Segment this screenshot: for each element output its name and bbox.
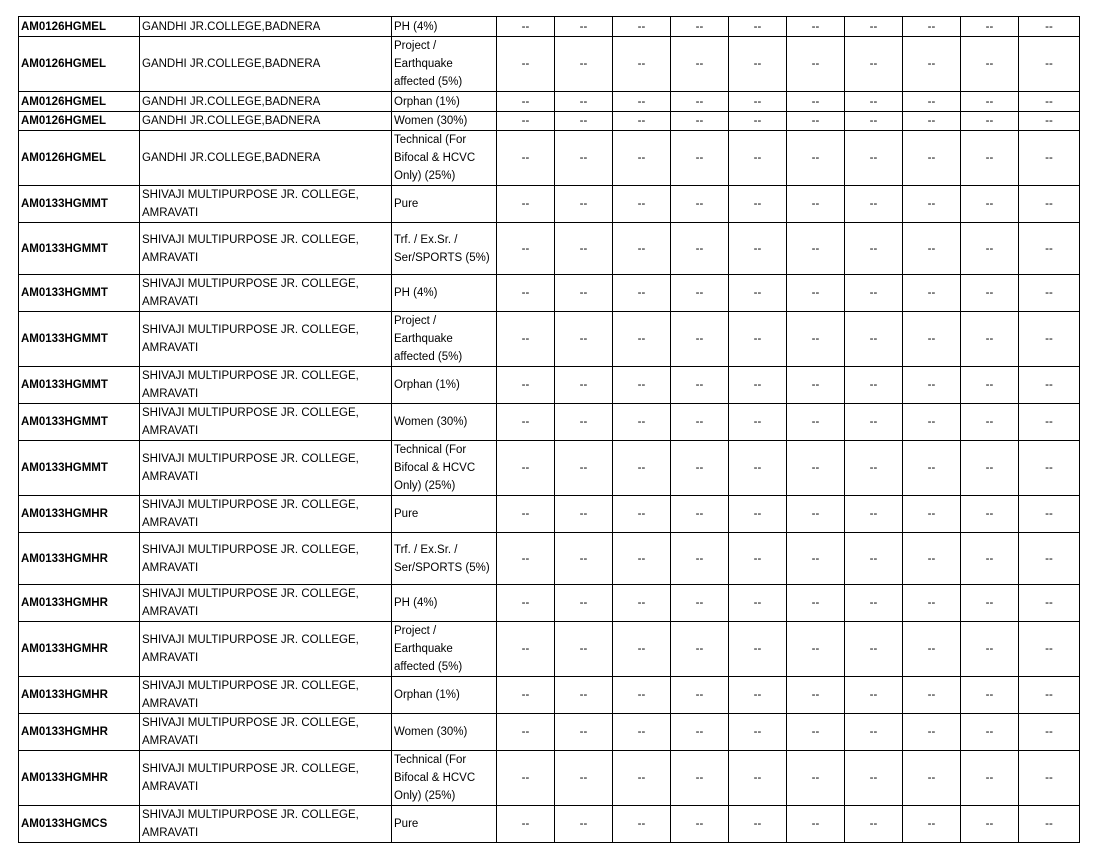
table-body <box>19 17 1080 843</box>
value-cell: -- <box>903 714 961 751</box>
value-cell: -- <box>1019 714 1080 751</box>
value-cell: -- <box>497 275 555 312</box>
value-cell: -- <box>497 585 555 622</box>
value-cell: -- <box>497 533 555 585</box>
college-code-cell: AM0133HGMHR <box>19 622 140 677</box>
table-row <box>19 441 1080 496</box>
value-cell: -- <box>729 37 787 92</box>
value-cell: -- <box>787 275 845 312</box>
value-cell: -- <box>729 677 787 714</box>
table-row <box>19 186 1080 223</box>
value-cell: -- <box>903 275 961 312</box>
value-cell: -- <box>497 441 555 496</box>
table-row <box>19 533 1080 585</box>
value-cell: -- <box>845 585 903 622</box>
value-cell: -- <box>729 622 787 677</box>
value-cell: -- <box>1019 441 1080 496</box>
college-code-cell: AM0133HGMMT <box>19 441 140 496</box>
college-code-cell: AM0133HGMHR <box>19 714 140 751</box>
value-cell: -- <box>903 585 961 622</box>
value-cell: -- <box>961 751 1019 806</box>
college-name-cell: SHIVAJI MULTIPURPOSE JR. COLLEGE, AMRAVATI <box>140 186 392 223</box>
college-name-cell: SHIVAJI MULTIPURPOSE JR. COLLEGE, AMRAVATI <box>140 714 392 751</box>
value-cell: -- <box>555 441 613 496</box>
value-cell: -- <box>555 677 613 714</box>
value-cell: -- <box>613 275 671 312</box>
value-cell: -- <box>787 533 845 585</box>
value-cell: -- <box>555 112 613 131</box>
value-cell: -- <box>555 131 613 186</box>
value-cell: -- <box>497 131 555 186</box>
value-cell: -- <box>613 312 671 367</box>
reservation-category-cell: Pure <box>392 186 497 223</box>
reservation-category-cell: Technical (For Bifocal & HCVC Only) (25%) <box>392 751 497 806</box>
admission-table <box>18 16 1080 843</box>
table-row <box>19 367 1080 404</box>
table-row <box>19 585 1080 622</box>
value-cell: -- <box>961 404 1019 441</box>
value-cell: -- <box>787 585 845 622</box>
value-cell: -- <box>903 223 961 275</box>
value-cell: -- <box>845 533 903 585</box>
value-cell: -- <box>903 312 961 367</box>
value-cell: -- <box>787 441 845 496</box>
value-cell: -- <box>961 714 1019 751</box>
value-cell: -- <box>1019 92 1080 112</box>
reservation-category-cell: Technical (For Bifocal & HCVC Only) (25%) <box>392 441 497 496</box>
reservation-category-cell: Orphan (1%) <box>392 677 497 714</box>
value-cell: -- <box>787 714 845 751</box>
college-name-cell: GANDHI JR.COLLEGE,BADNERA <box>140 37 392 92</box>
value-cell: -- <box>845 17 903 37</box>
reservation-category-cell: Technical (For Bifocal & HCVC Only) (25%) <box>392 131 497 186</box>
value-cell: -- <box>613 367 671 404</box>
table-row <box>19 312 1080 367</box>
reservation-category-cell: Trf. / Ex.Sr. / Ser/SPORTS (5%) <box>392 223 497 275</box>
value-cell: -- <box>729 312 787 367</box>
value-cell: -- <box>671 677 729 714</box>
college-name-cell: SHIVAJI MULTIPURPOSE JR. COLLEGE, AMRAVATI <box>140 367 392 404</box>
value-cell: -- <box>961 367 1019 404</box>
value-cell: -- <box>671 223 729 275</box>
value-cell: -- <box>671 131 729 186</box>
value-cell: -- <box>555 92 613 112</box>
value-cell: -- <box>671 186 729 223</box>
value-cell: -- <box>787 186 845 223</box>
value-cell: -- <box>613 714 671 751</box>
value-cell: -- <box>845 404 903 441</box>
value-cell: -- <box>1019 622 1080 677</box>
reservation-category-cell: Project / Earthquake affected (5%) <box>392 622 497 677</box>
value-cell: -- <box>671 312 729 367</box>
college-name-cell: SHIVAJI MULTIPURPOSE JR. COLLEGE, AMRAVATI <box>140 585 392 622</box>
value-cell: -- <box>671 714 729 751</box>
value-cell: -- <box>729 131 787 186</box>
college-name-cell: SHIVAJI MULTIPURPOSE JR. COLLEGE, AMRAVATI <box>140 751 392 806</box>
value-cell: -- <box>613 751 671 806</box>
table-row <box>19 92 1080 112</box>
value-cell: -- <box>787 404 845 441</box>
value-cell: -- <box>497 312 555 367</box>
value-cell: -- <box>555 186 613 223</box>
value-cell: -- <box>729 17 787 37</box>
college-name-cell: SHIVAJI MULTIPURPOSE JR. COLLEGE, AMRAVATI <box>140 806 392 843</box>
reservation-category-cell: Orphan (1%) <box>392 92 497 112</box>
college-name-cell: SHIVAJI MULTIPURPOSE JR. COLLEGE, AMRAVATI <box>140 622 392 677</box>
value-cell: -- <box>961 37 1019 92</box>
college-code-cell: AM0133HGMMT <box>19 367 140 404</box>
value-cell: -- <box>729 533 787 585</box>
value-cell: -- <box>497 37 555 92</box>
value-cell: -- <box>961 585 1019 622</box>
value-cell: -- <box>961 312 1019 367</box>
college-name-cell: SHIVAJI MULTIPURPOSE JR. COLLEGE, AMRAVATI <box>140 496 392 533</box>
table-row <box>19 275 1080 312</box>
value-cell: -- <box>613 677 671 714</box>
value-cell: -- <box>903 751 961 806</box>
value-cell: -- <box>961 441 1019 496</box>
value-cell: -- <box>613 496 671 533</box>
reservation-category-cell: PH (4%) <box>392 585 497 622</box>
value-cell: -- <box>845 714 903 751</box>
value-cell: -- <box>497 92 555 112</box>
value-cell: -- <box>845 312 903 367</box>
college-code-cell: AM0133HGMCS <box>19 806 140 843</box>
value-cell: -- <box>671 367 729 404</box>
table-row <box>19 17 1080 37</box>
value-cell: -- <box>729 714 787 751</box>
value-cell: -- <box>671 533 729 585</box>
table-row <box>19 37 1080 92</box>
value-cell: -- <box>497 186 555 223</box>
value-cell: -- <box>497 677 555 714</box>
reservation-category-cell: Pure <box>392 806 497 843</box>
value-cell: -- <box>555 714 613 751</box>
value-cell: -- <box>555 751 613 806</box>
value-cell: -- <box>787 112 845 131</box>
value-cell: -- <box>613 806 671 843</box>
value-cell: -- <box>671 496 729 533</box>
value-cell: -- <box>613 622 671 677</box>
value-cell: -- <box>613 17 671 37</box>
college-name-cell: GANDHI JR.COLLEGE,BADNERA <box>140 17 392 37</box>
value-cell: -- <box>845 367 903 404</box>
value-cell: -- <box>497 496 555 533</box>
value-cell: -- <box>555 37 613 92</box>
value-cell: -- <box>613 92 671 112</box>
value-cell: -- <box>961 92 1019 112</box>
value-cell: -- <box>1019 131 1080 186</box>
college-name-cell: GANDHI JR.COLLEGE,BADNERA <box>140 112 392 131</box>
value-cell: -- <box>1019 806 1080 843</box>
reservation-category-cell: Orphan (1%) <box>392 367 497 404</box>
value-cell: -- <box>961 622 1019 677</box>
value-cell: -- <box>671 112 729 131</box>
table-row <box>19 751 1080 806</box>
value-cell: -- <box>903 404 961 441</box>
value-cell: -- <box>903 806 961 843</box>
value-cell: -- <box>961 112 1019 131</box>
value-cell: -- <box>671 404 729 441</box>
reservation-category-cell: Women (30%) <box>392 404 497 441</box>
value-cell: -- <box>729 92 787 112</box>
college-code-cell: AM0133HGMMT <box>19 275 140 312</box>
value-cell: -- <box>845 223 903 275</box>
value-cell: -- <box>787 677 845 714</box>
value-cell: -- <box>903 131 961 186</box>
value-cell: -- <box>961 223 1019 275</box>
value-cell: -- <box>613 37 671 92</box>
value-cell: -- <box>903 92 961 112</box>
value-cell: -- <box>845 37 903 92</box>
value-cell: -- <box>555 312 613 367</box>
value-cell: -- <box>903 367 961 404</box>
reservation-category-cell: PH (4%) <box>392 17 497 37</box>
college-code-cell: AM0133HGMHR <box>19 585 140 622</box>
value-cell: -- <box>671 622 729 677</box>
college-code-cell: AM0133HGMHR <box>19 751 140 806</box>
value-cell: -- <box>845 677 903 714</box>
college-code-cell: AM0133HGMHR <box>19 677 140 714</box>
value-cell: -- <box>497 806 555 843</box>
table-row <box>19 714 1080 751</box>
value-cell: -- <box>555 585 613 622</box>
value-cell: -- <box>729 223 787 275</box>
value-cell: -- <box>961 275 1019 312</box>
value-cell: -- <box>729 404 787 441</box>
value-cell: -- <box>671 275 729 312</box>
value-cell: -- <box>613 404 671 441</box>
value-cell: -- <box>729 367 787 404</box>
value-cell: -- <box>845 112 903 131</box>
reservation-category-cell: Project / Earthquake affected (5%) <box>392 312 497 367</box>
college-name-cell: SHIVAJI MULTIPURPOSE JR. COLLEGE, AMRAVATI <box>140 312 392 367</box>
college-code-cell: AM0126HGMEL <box>19 37 140 92</box>
value-cell: -- <box>671 441 729 496</box>
value-cell: -- <box>555 17 613 37</box>
value-cell: -- <box>613 441 671 496</box>
table-row <box>19 223 1080 275</box>
table-row <box>19 404 1080 441</box>
college-name-cell: SHIVAJI MULTIPURPOSE JR. COLLEGE, AMRAVATI <box>140 533 392 585</box>
college-code-cell: AM0133HGMMT <box>19 312 140 367</box>
value-cell: -- <box>1019 275 1080 312</box>
value-cell: -- <box>1019 186 1080 223</box>
value-cell: -- <box>961 17 1019 37</box>
reservation-category-cell: Pure <box>392 496 497 533</box>
college-code-cell: AM0126HGMEL <box>19 92 140 112</box>
value-cell: -- <box>729 441 787 496</box>
value-cell: -- <box>555 533 613 585</box>
value-cell: -- <box>497 367 555 404</box>
college-code-cell: AM0133HGMMT <box>19 404 140 441</box>
value-cell: -- <box>787 92 845 112</box>
value-cell: -- <box>671 17 729 37</box>
college-code-cell: AM0133HGMHR <box>19 533 140 585</box>
value-cell: -- <box>845 806 903 843</box>
value-cell: -- <box>787 622 845 677</box>
value-cell: -- <box>903 622 961 677</box>
value-cell: -- <box>845 496 903 533</box>
value-cell: -- <box>903 496 961 533</box>
value-cell: -- <box>903 186 961 223</box>
value-cell: -- <box>787 367 845 404</box>
college-code-cell: AM0126HGMEL <box>19 17 140 37</box>
value-cell: -- <box>903 17 961 37</box>
value-cell: -- <box>729 751 787 806</box>
value-cell: -- <box>671 37 729 92</box>
reservation-category-cell: Project / Earthquake affected (5%) <box>392 37 497 92</box>
table-row <box>19 677 1080 714</box>
table-row <box>19 496 1080 533</box>
value-cell: -- <box>961 496 1019 533</box>
value-cell: -- <box>961 677 1019 714</box>
value-cell: -- <box>555 404 613 441</box>
value-cell: -- <box>729 186 787 223</box>
value-cell: -- <box>1019 533 1080 585</box>
value-cell: -- <box>671 585 729 622</box>
value-cell: -- <box>613 585 671 622</box>
value-cell: -- <box>729 275 787 312</box>
value-cell: -- <box>497 223 555 275</box>
value-cell: -- <box>497 112 555 131</box>
value-cell: -- <box>903 37 961 92</box>
reservation-category-cell: PH (4%) <box>392 275 497 312</box>
value-cell: -- <box>729 496 787 533</box>
value-cell: -- <box>1019 37 1080 92</box>
value-cell: -- <box>787 223 845 275</box>
value-cell: -- <box>903 677 961 714</box>
college-name-cell: SHIVAJI MULTIPURPOSE JR. COLLEGE, AMRAVATI <box>140 677 392 714</box>
value-cell: -- <box>903 533 961 585</box>
value-cell: -- <box>787 312 845 367</box>
value-cell: -- <box>845 751 903 806</box>
value-cell: -- <box>1019 677 1080 714</box>
value-cell: -- <box>1019 223 1080 275</box>
college-code-cell: AM0126HGMEL <box>19 131 140 186</box>
value-cell: -- <box>845 275 903 312</box>
value-cell: -- <box>1019 112 1080 131</box>
college-code-cell: AM0133HGMMT <box>19 186 140 223</box>
value-cell: -- <box>1019 312 1080 367</box>
value-cell: -- <box>787 131 845 186</box>
value-cell: -- <box>961 533 1019 585</box>
value-cell: -- <box>729 806 787 843</box>
value-cell: -- <box>1019 17 1080 37</box>
value-cell: -- <box>845 622 903 677</box>
value-cell: -- <box>555 806 613 843</box>
value-cell: -- <box>497 17 555 37</box>
value-cell: -- <box>787 17 845 37</box>
college-name-cell: GANDHI JR.COLLEGE,BADNERA <box>140 92 392 112</box>
value-cell: -- <box>555 622 613 677</box>
value-cell: -- <box>497 714 555 751</box>
table-row <box>19 806 1080 843</box>
value-cell: -- <box>787 37 845 92</box>
college-name-cell: SHIVAJI MULTIPURPOSE JR. COLLEGE, AMRAVATI <box>140 223 392 275</box>
college-code-cell: AM0133HGMMT <box>19 223 140 275</box>
table-row <box>19 131 1080 186</box>
value-cell: -- <box>555 367 613 404</box>
value-cell: -- <box>1019 751 1080 806</box>
value-cell: -- <box>613 112 671 131</box>
reservation-category-cell: Women (30%) <box>392 714 497 751</box>
college-name-cell: GANDHI JR.COLLEGE,BADNERA <box>140 131 392 186</box>
value-cell: -- <box>787 496 845 533</box>
value-cell: -- <box>555 496 613 533</box>
value-cell: -- <box>903 441 961 496</box>
college-code-cell: AM0126HGMEL <box>19 112 140 131</box>
value-cell: -- <box>845 92 903 112</box>
college-code-cell: AM0133HGMHR <box>19 496 140 533</box>
value-cell: -- <box>555 223 613 275</box>
reservation-category-cell: Trf. / Ex.Sr. / Ser/SPORTS (5%) <box>392 533 497 585</box>
value-cell: -- <box>729 112 787 131</box>
value-cell: -- <box>845 441 903 496</box>
table-row <box>19 112 1080 131</box>
value-cell: -- <box>1019 496 1080 533</box>
reservation-category-cell: Women (30%) <box>392 112 497 131</box>
value-cell: -- <box>961 186 1019 223</box>
value-cell: -- <box>613 533 671 585</box>
value-cell: -- <box>613 223 671 275</box>
value-cell: -- <box>613 131 671 186</box>
value-cell: -- <box>845 131 903 186</box>
college-name-cell: SHIVAJI MULTIPURPOSE JR. COLLEGE, AMRAVATI <box>140 404 392 441</box>
value-cell: -- <box>671 92 729 112</box>
value-cell: -- <box>671 751 729 806</box>
value-cell: -- <box>613 186 671 223</box>
value-cell: -- <box>903 112 961 131</box>
value-cell: -- <box>961 131 1019 186</box>
value-cell: -- <box>787 806 845 843</box>
college-name-cell: SHIVAJI MULTIPURPOSE JR. COLLEGE, AMRAVATI <box>140 441 392 496</box>
value-cell: -- <box>961 806 1019 843</box>
value-cell: -- <box>729 585 787 622</box>
table-row <box>19 622 1080 677</box>
value-cell: -- <box>671 806 729 843</box>
value-cell: -- <box>555 275 613 312</box>
value-cell: -- <box>1019 367 1080 404</box>
college-name-cell: SHIVAJI MULTIPURPOSE JR. COLLEGE, AMRAVATI <box>140 275 392 312</box>
value-cell: -- <box>787 751 845 806</box>
value-cell: -- <box>497 622 555 677</box>
value-cell: -- <box>845 186 903 223</box>
value-cell: -- <box>497 751 555 806</box>
value-cell: -- <box>1019 585 1080 622</box>
value-cell: -- <box>1019 404 1080 441</box>
value-cell: -- <box>497 404 555 441</box>
